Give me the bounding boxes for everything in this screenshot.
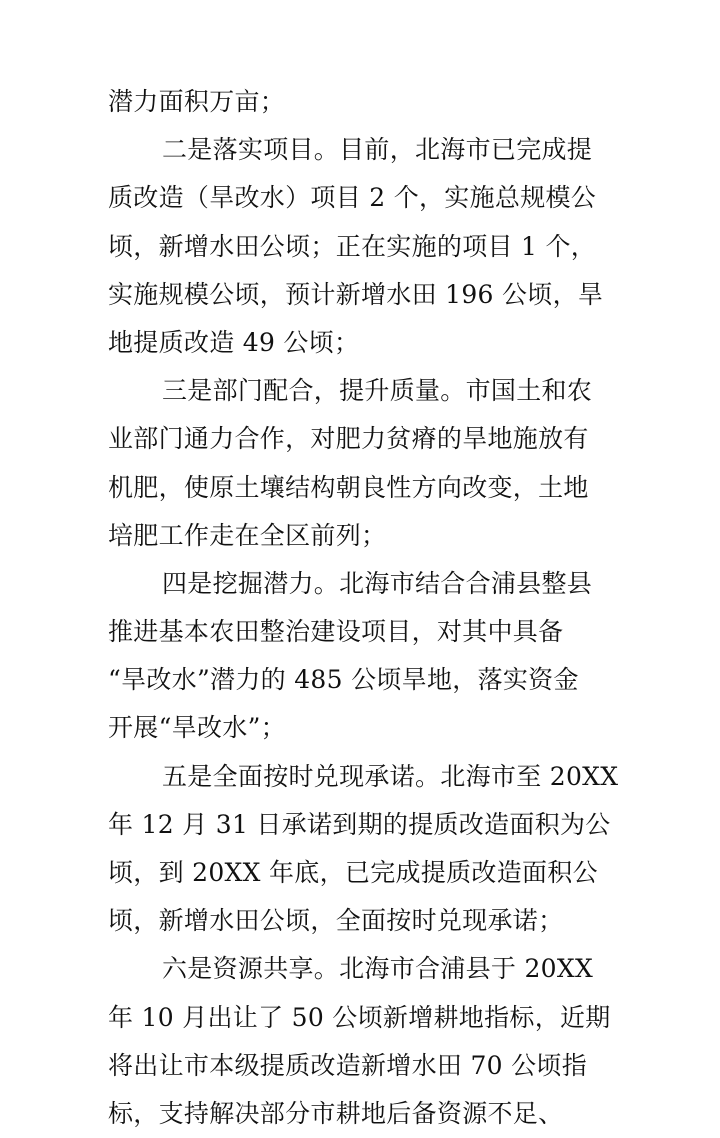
text-line: 顷，新增水田公顷；正在实施的项目 1 个， xyxy=(108,231,597,261)
text-line: 二是落实项目。目前，北海市已完成提 xyxy=(162,135,593,165)
text-line: 年 12 月 31 日承诺到期的提质改造面积为公 xyxy=(108,809,611,839)
text-line: 标，支持解决部分市耕地后备资源不足、 xyxy=(108,1098,564,1128)
text-line: “旱改水”潜力的 485 公顷旱地，落实资金 xyxy=(108,665,579,695)
text-line: 四是挖掘潜力。北海市结合合浦县整县 xyxy=(162,568,593,598)
text-line: 推进基本农田整治建设项目，对其中具备 xyxy=(108,617,564,647)
text-line: 潜力面积万亩； xyxy=(108,87,286,116)
text-line: 质改造（旱改水）项目 2 个，实施总规模公 xyxy=(108,183,597,213)
text-line: 机肥，使原土壤结构朝良性方向改变，土地 xyxy=(108,472,589,502)
text-line: 业部门通力合作，对肥力贫瘠的旱地施放有 xyxy=(108,424,589,454)
text-line: 培肥工作走在全区前列； xyxy=(108,520,387,550)
text-line: 开展“旱改水”； xyxy=(108,713,286,743)
text-line: 顷，新增水田公顷，全面按时兑现承诺； xyxy=(108,906,564,936)
text-line: 顷，到 20XX 年底，已完成提质改造面积公 xyxy=(108,858,598,887)
document-body xyxy=(108,78,619,1138)
text-line: 地提质改造 49 公顷； xyxy=(108,327,360,357)
text-line: 六是资源共享。北海市合浦县于 20XX xyxy=(162,954,594,984)
text-line: 实施规模公顷，预计新增水田 196 公顷，旱 xyxy=(108,279,604,309)
text-line: 五是全面按时兑现承诺。北海市至 20XX xyxy=(162,761,619,791)
text-line: 将出让市本级提质改造新增水田 70 公顷指 xyxy=(108,1050,588,1080)
text-line: 三是部门配合，提升质量。市国土和农 xyxy=(162,376,593,406)
text-line: 年 10 月出让了 50 公顷新增耕地指标，近期 xyxy=(108,1002,611,1032)
